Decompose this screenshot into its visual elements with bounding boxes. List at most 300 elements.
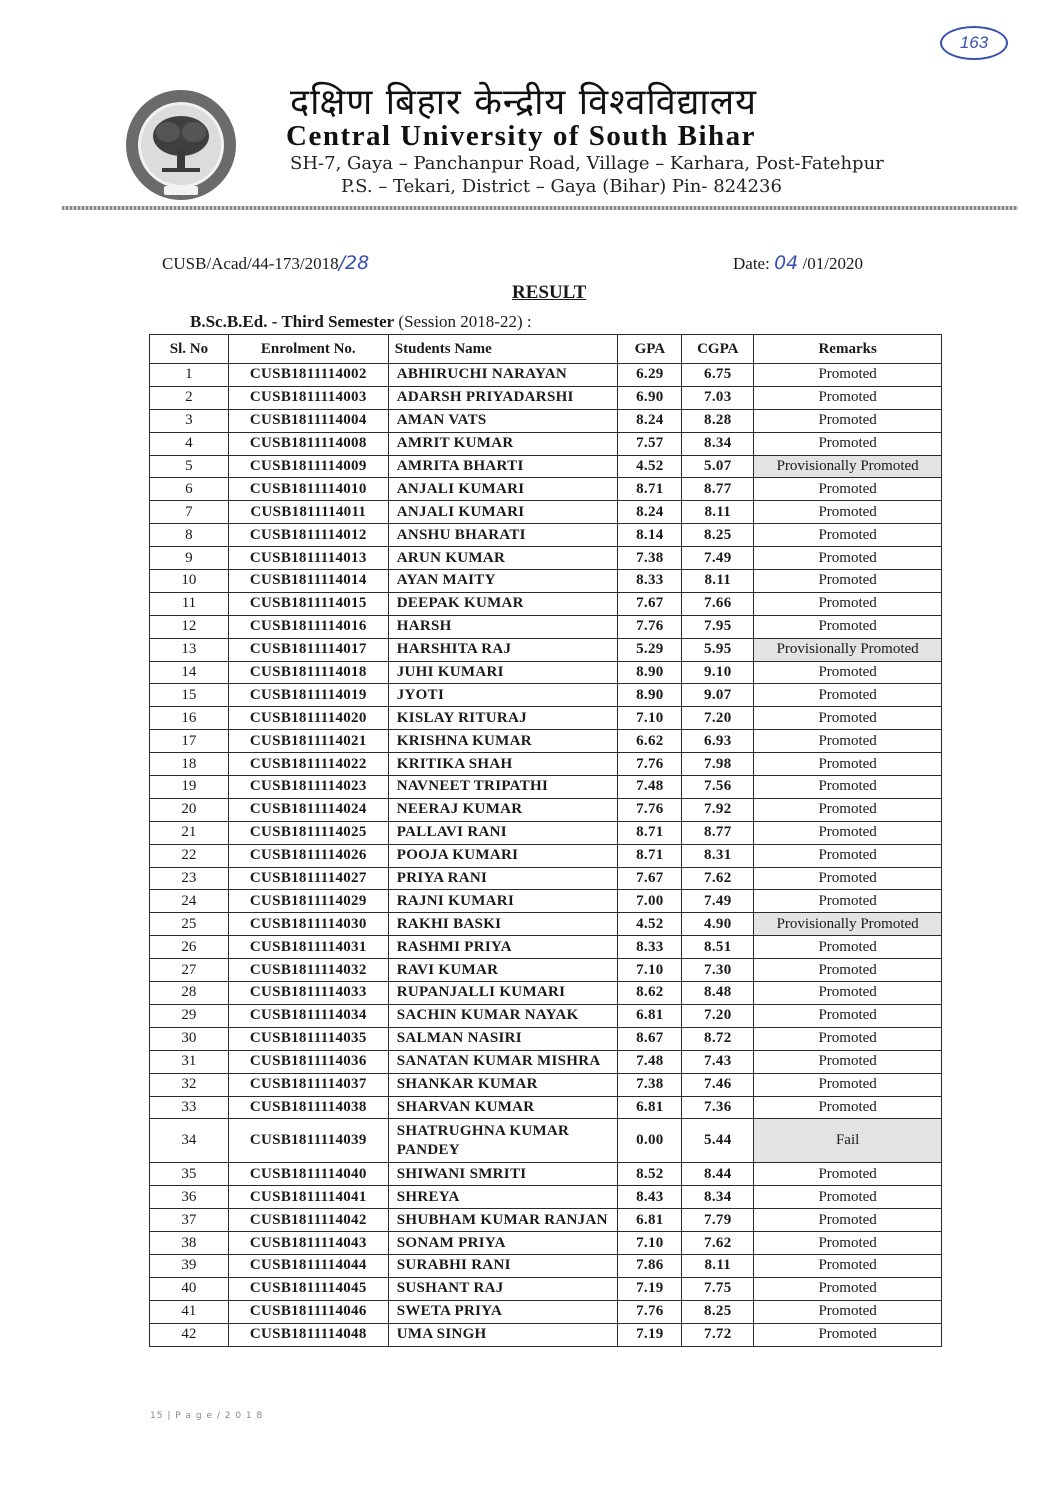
cell-cgpa: 7.62	[682, 867, 754, 890]
cell-sl-no: 42	[150, 1323, 229, 1346]
cell-remarks: Promoted	[754, 890, 942, 913]
table-row	[150, 1050, 942, 1073]
cell-remarks: Promoted	[754, 844, 942, 867]
cell-enrolment-no: CUSB1811114008	[228, 432, 388, 455]
cell-sl-no: 13	[150, 638, 229, 661]
cell-remarks: Promoted	[754, 364, 942, 387]
cell-cgpa: 8.77	[682, 821, 754, 844]
cell-enrolment-no: CUSB1811114002	[228, 364, 388, 387]
cell-cgpa: 8.28	[682, 409, 754, 432]
university-name-english: Central University of South Bihar	[286, 120, 756, 152]
cell-remarks: Promoted	[754, 707, 942, 730]
cell-sl-no: 32	[150, 1073, 229, 1096]
cell-gpa: 7.48	[618, 1050, 682, 1073]
cell-gpa: 6.81	[618, 1096, 682, 1119]
cell-student-name: KRITIKA SHAH	[388, 753, 618, 776]
cell-enrolment-no: CUSB1811114036	[228, 1050, 388, 1073]
cell-gpa: 4.52	[618, 455, 682, 478]
table-row	[150, 432, 942, 455]
cell-enrolment-no: CUSB1811114025	[228, 821, 388, 844]
header-gpa: GPA	[618, 335, 682, 364]
cell-student-name: HARSHITA RAJ	[388, 638, 618, 661]
cell-sl-no: 15	[150, 684, 229, 707]
cell-enrolment-no: CUSB1811114029	[228, 890, 388, 913]
table-row	[150, 707, 942, 730]
cell-enrolment-no: CUSB1811114015	[228, 592, 388, 615]
cell-student-name: RAJNI KUMARI	[388, 890, 618, 913]
cell-remarks: Promoted	[754, 684, 942, 707]
cell-enrolment-no: CUSB1811114012	[228, 524, 388, 547]
cell-cgpa: 8.72	[682, 1027, 754, 1050]
cell-enrolment-no: CUSB1811114034	[228, 1004, 388, 1027]
cell-enrolment-no: CUSB1811114041	[228, 1186, 388, 1209]
cell-enrolment-no: CUSB1811114022	[228, 753, 388, 776]
cell-enrolment-no: CUSB1811114039	[228, 1119, 388, 1163]
cell-cgpa: 8.11	[682, 501, 754, 524]
cell-enrolment-no: CUSB1811114026	[228, 844, 388, 867]
cell-gpa: 7.19	[618, 1277, 682, 1300]
cell-student-name: SHIWANI SMRITI	[388, 1163, 618, 1186]
cell-remarks: Promoted	[754, 1096, 942, 1119]
cell-enrolment-no: CUSB1811114035	[228, 1027, 388, 1050]
cell-cgpa: 7.72	[682, 1323, 754, 1346]
cell-remarks: Promoted	[754, 1300, 942, 1323]
table-row	[150, 684, 942, 707]
cell-enrolment-no: CUSB1811114032	[228, 959, 388, 982]
cell-cgpa: 7.98	[682, 753, 754, 776]
table-row	[150, 455, 942, 478]
cell-cgpa: 7.20	[682, 707, 754, 730]
cell-student-name: AYAN MAITY	[388, 570, 618, 593]
cell-cgpa: 9.10	[682, 661, 754, 684]
cell-cgpa: 8.77	[682, 478, 754, 501]
cell-remarks: Promoted	[754, 1209, 942, 1232]
cell-cgpa: 8.44	[682, 1163, 754, 1186]
cell-remarks: Promoted	[754, 982, 942, 1005]
cell-sl-no: 36	[150, 1186, 229, 1209]
table-row	[150, 1027, 942, 1050]
table-row	[150, 936, 942, 959]
cell-gpa: 0.00	[618, 1119, 682, 1163]
cell-enrolment-no: CUSB1811114021	[228, 730, 388, 753]
address-line-2: P.S. – Tekari, District – Gaya (Bihar) Pin- 824236	[341, 176, 782, 197]
cell-gpa: 8.71	[618, 478, 682, 501]
table-row	[150, 409, 942, 432]
table-row	[150, 386, 942, 409]
cell-student-name: RAKHI BASKI	[388, 913, 618, 936]
cell-student-name: AMAN VATS	[388, 409, 618, 432]
header-enrolment-no: Enrolment No.	[228, 335, 388, 364]
cell-student-name: JUHI KUMARI	[388, 661, 618, 684]
cell-gpa: 6.90	[618, 386, 682, 409]
table-row	[150, 1096, 942, 1119]
cell-gpa: 6.81	[618, 1004, 682, 1027]
cell-student-name: ARUN KUMAR	[388, 547, 618, 570]
cell-student-name: RAVI KUMAR	[388, 959, 618, 982]
cell-cgpa: 4.90	[682, 913, 754, 936]
table-row	[150, 1186, 942, 1209]
cell-student-name: PALLAVI RANI	[388, 821, 618, 844]
cell-remarks: Promoted	[754, 1232, 942, 1255]
cell-gpa: 8.90	[618, 684, 682, 707]
cell-sl-no: 11	[150, 592, 229, 615]
cell-cgpa: 7.46	[682, 1073, 754, 1096]
university-name-hindi: दक्षिण बिहार केन्द्रीय विश्वविद्यालय	[290, 82, 758, 123]
cell-enrolment-no: CUSB1811114024	[228, 798, 388, 821]
header-cgpa: CGPA	[682, 335, 754, 364]
cell-cgpa: 7.49	[682, 890, 754, 913]
cell-gpa: 8.43	[618, 1186, 682, 1209]
cell-remarks: Promoted	[754, 1073, 942, 1096]
cell-gpa: 7.76	[618, 753, 682, 776]
cell-cgpa: 9.07	[682, 684, 754, 707]
cell-enrolment-no: CUSB1811114043	[228, 1232, 388, 1255]
cell-gpa: 8.62	[618, 982, 682, 1005]
document-date	[733, 252, 863, 274]
cell-cgpa: 8.11	[682, 1254, 754, 1277]
cell-remarks: Promoted	[754, 936, 942, 959]
cell-sl-no: 9	[150, 547, 229, 570]
table-row	[150, 776, 942, 799]
table-row	[150, 501, 942, 524]
cell-enrolment-no: CUSB1811114023	[228, 776, 388, 799]
cell-cgpa: 7.75	[682, 1277, 754, 1300]
cell-remarks: Provisionally Promoted	[754, 455, 942, 478]
result-title: RESULT	[512, 282, 587, 303]
cell-sl-no: 5	[150, 455, 229, 478]
cell-gpa: 6.29	[618, 364, 682, 387]
cell-cgpa: 8.25	[682, 1300, 754, 1323]
cell-gpa: 7.19	[618, 1323, 682, 1346]
cell-remarks: Promoted	[754, 1186, 942, 1209]
cell-sl-no: 39	[150, 1254, 229, 1277]
cell-cgpa: 6.93	[682, 730, 754, 753]
cell-gpa: 8.52	[618, 1163, 682, 1186]
header-sl-no: Sl. No	[150, 335, 229, 364]
table-row	[150, 982, 942, 1005]
date-label: Date:	[733, 254, 775, 273]
cell-gpa: 7.00	[618, 890, 682, 913]
cell-remarks: Promoted	[754, 501, 942, 524]
cell-cgpa: 7.20	[682, 1004, 754, 1027]
cell-sl-no: 40	[150, 1277, 229, 1300]
cell-sl-no: 14	[150, 661, 229, 684]
cell-cgpa: 7.66	[682, 592, 754, 615]
cell-sl-no: 26	[150, 936, 229, 959]
table-row	[150, 1119, 942, 1163]
table-row	[150, 913, 942, 936]
cell-gpa: 8.24	[618, 501, 682, 524]
reference-number	[162, 252, 369, 274]
cell-gpa: 4.52	[618, 913, 682, 936]
cell-student-name: ANJALI KUMARI	[388, 501, 618, 524]
table-row	[150, 753, 942, 776]
cell-remarks: Promoted	[754, 570, 942, 593]
cell-remarks: Promoted	[754, 867, 942, 890]
cell-remarks: Promoted	[754, 798, 942, 821]
cell-remarks: Promoted	[754, 592, 942, 615]
cell-remarks: Promoted	[754, 1027, 942, 1050]
cell-sl-no: 10	[150, 570, 229, 593]
cell-gpa: 7.10	[618, 959, 682, 982]
cell-enrolment-no: CUSB1811114037	[228, 1073, 388, 1096]
table-row	[150, 478, 942, 501]
table-row	[150, 890, 942, 913]
cell-gpa: 7.38	[618, 547, 682, 570]
table-row	[150, 1277, 942, 1300]
table-row	[150, 1232, 942, 1255]
cell-enrolment-no: CUSB1811114030	[228, 913, 388, 936]
cell-remarks: Promoted	[754, 1004, 942, 1027]
cell-remarks: Promoted	[754, 730, 942, 753]
table-row	[150, 821, 942, 844]
cell-sl-no: 16	[150, 707, 229, 730]
cell-gpa: 8.24	[618, 409, 682, 432]
cell-cgpa: 7.95	[682, 615, 754, 638]
cell-sl-no: 34	[150, 1119, 229, 1163]
cell-sl-no: 1	[150, 364, 229, 387]
cell-remarks: Promoted	[754, 1323, 942, 1346]
table-row	[150, 1254, 942, 1277]
cell-gpa: 6.81	[618, 1209, 682, 1232]
table-header-row	[150, 335, 942, 364]
cell-gpa: 7.67	[618, 867, 682, 890]
cell-gpa: 7.76	[618, 615, 682, 638]
cell-sl-no: 21	[150, 821, 229, 844]
cell-remarks: Promoted	[754, 615, 942, 638]
cell-cgpa: 8.34	[682, 1186, 754, 1209]
table-row	[150, 730, 942, 753]
cell-gpa: 7.38	[618, 1073, 682, 1096]
cell-sl-no: 27	[150, 959, 229, 982]
cell-student-name: PRIYA RANI	[388, 867, 618, 890]
cell-student-name: SHATRUGHNA KUMAR PANDEY	[388, 1119, 618, 1163]
cell-student-name: ABHIRUCHI NARAYAN	[388, 364, 618, 387]
table-row	[150, 615, 942, 638]
cell-enrolment-no: CUSB1811114017	[228, 638, 388, 661]
cell-sl-no: 23	[150, 867, 229, 890]
cell-enrolment-no: CUSB1811114042	[228, 1209, 388, 1232]
date-rest: /01/2020	[798, 254, 863, 273]
cell-student-name: SONAM PRIYA	[388, 1232, 618, 1255]
cell-gpa: 7.76	[618, 1300, 682, 1323]
cell-enrolment-no: CUSB1811114010	[228, 478, 388, 501]
cell-sl-no: 25	[150, 913, 229, 936]
cell-cgpa: 7.79	[682, 1209, 754, 1232]
cell-gpa: 8.90	[618, 661, 682, 684]
cell-cgpa: 5.44	[682, 1119, 754, 1163]
table-row	[150, 1323, 942, 1346]
cell-sl-no: 12	[150, 615, 229, 638]
cell-student-name: SHUBHAM KUMAR RANJAN	[388, 1209, 618, 1232]
cell-enrolment-no: CUSB1811114003	[228, 386, 388, 409]
cell-enrolment-no: CUSB1811114031	[228, 936, 388, 959]
cell-enrolment-no: CUSB1811114019	[228, 684, 388, 707]
cell-student-name: SHANKAR KUMAR	[388, 1073, 618, 1096]
cell-sl-no: 20	[150, 798, 229, 821]
cell-student-name: HARSH	[388, 615, 618, 638]
university-seal-logo	[124, 88, 238, 202]
cell-sl-no: 37	[150, 1209, 229, 1232]
cell-remarks: Promoted	[754, 432, 942, 455]
cell-enrolment-no: CUSB1811114048	[228, 1323, 388, 1346]
cell-sl-no: 29	[150, 1004, 229, 1027]
table-row	[150, 592, 942, 615]
cell-cgpa: 7.43	[682, 1050, 754, 1073]
cell-cgpa: 7.92	[682, 798, 754, 821]
cell-student-name: SACHIN KUMAR NAYAK	[388, 1004, 618, 1027]
table-row	[150, 1209, 942, 1232]
cell-enrolment-no: CUSB1811114004	[228, 409, 388, 432]
cell-remarks: Promoted	[754, 753, 942, 776]
cell-enrolment-no: CUSB1811114014	[228, 570, 388, 593]
cell-student-name: POOJA KUMARI	[388, 844, 618, 867]
cell-student-name: NEERAJ KUMAR	[388, 798, 618, 821]
cell-gpa: 7.57	[618, 432, 682, 455]
cell-sl-no: 4	[150, 432, 229, 455]
cell-student-name: KISLAY RITURAJ	[388, 707, 618, 730]
cell-sl-no: 33	[150, 1096, 229, 1119]
cell-remarks: Promoted	[754, 661, 942, 684]
cell-gpa: 8.71	[618, 844, 682, 867]
cell-enrolment-no: CUSB1811114040	[228, 1163, 388, 1186]
cell-student-name: JYOTI	[388, 684, 618, 707]
table-row	[150, 638, 942, 661]
cell-sl-no: 8	[150, 524, 229, 547]
cell-cgpa: 7.03	[682, 386, 754, 409]
cell-cgpa: 8.11	[682, 570, 754, 593]
cell-sl-no: 35	[150, 1163, 229, 1186]
cell-cgpa: 5.07	[682, 455, 754, 478]
course-subtitle	[190, 312, 532, 332]
cell-cgpa: 8.31	[682, 844, 754, 867]
cell-gpa: 6.62	[618, 730, 682, 753]
cell-sl-no: 30	[150, 1027, 229, 1050]
cell-sl-no: 19	[150, 776, 229, 799]
cell-sl-no: 17	[150, 730, 229, 753]
cell-sl-no: 28	[150, 982, 229, 1005]
table-row	[150, 1163, 942, 1186]
cell-enrolment-no: CUSB1811114018	[228, 661, 388, 684]
cell-student-name: SALMAN NASIRI	[388, 1027, 618, 1050]
cell-student-name: ADARSH PRIYADARSHI	[388, 386, 618, 409]
cell-remarks: Provisionally Promoted	[754, 638, 942, 661]
cell-enrolment-no: CUSB1811114011	[228, 501, 388, 524]
address-line-1: SH-7, Gaya – Panchanpur Road, Village – Karhara, Post-Fatehpur	[290, 153, 884, 174]
cell-cgpa: 7.56	[682, 776, 754, 799]
cell-student-name: AMRIT KUMAR	[388, 432, 618, 455]
cell-remarks: Promoted	[754, 547, 942, 570]
cell-cgpa: 8.34	[682, 432, 754, 455]
cell-enrolment-no: CUSB1811114009	[228, 455, 388, 478]
cell-student-name: ANSHU BHARATI	[388, 524, 618, 547]
date-day-handwritten: 04	[774, 252, 799, 274]
reference-handwritten: /28	[338, 252, 370, 274]
cell-remarks: Promoted	[754, 821, 942, 844]
cell-sl-no: 22	[150, 844, 229, 867]
session-text: (Session 2018-22) :	[394, 312, 532, 331]
cell-student-name: RASHMI PRIYA	[388, 936, 618, 959]
table-row	[150, 570, 942, 593]
course-name: B.Sc.B.Ed. - Third Semester	[190, 312, 395, 331]
cell-cgpa: 7.36	[682, 1096, 754, 1119]
cell-cgpa: 7.62	[682, 1232, 754, 1255]
cell-cgpa: 8.48	[682, 982, 754, 1005]
cell-sl-no: 18	[150, 753, 229, 776]
cell-gpa: 7.76	[618, 798, 682, 821]
cell-gpa: 7.86	[618, 1254, 682, 1277]
cell-sl-no: 41	[150, 1300, 229, 1323]
cell-cgpa: 8.25	[682, 524, 754, 547]
cell-enrolment-no: CUSB1811114044	[228, 1254, 388, 1277]
header-divider	[62, 206, 1018, 210]
cell-enrolment-no: CUSB1811114033	[228, 982, 388, 1005]
cell-student-name: SHREYA	[388, 1186, 618, 1209]
cell-remarks: Promoted	[754, 524, 942, 547]
cell-sl-no: 6	[150, 478, 229, 501]
cell-remarks: Promoted	[754, 1254, 942, 1277]
cell-remarks: Promoted	[754, 409, 942, 432]
cell-student-name: SANATAN KUMAR MISHRA	[388, 1050, 618, 1073]
table-row	[150, 524, 942, 547]
cell-gpa: 8.14	[618, 524, 682, 547]
cell-gpa: 8.33	[618, 936, 682, 959]
cell-cgpa: 7.49	[682, 547, 754, 570]
cell-student-name: SHARVAN KUMAR	[388, 1096, 618, 1119]
cell-sl-no: 3	[150, 409, 229, 432]
cell-remarks: Promoted	[754, 386, 942, 409]
header-students-name: Students Name	[388, 335, 618, 364]
cell-cgpa: 8.51	[682, 936, 754, 959]
cell-sl-no: 31	[150, 1050, 229, 1073]
table-row	[150, 959, 942, 982]
cell-student-name: RUPANJALLI KUMARI	[388, 982, 618, 1005]
cell-student-name: SWETA PRIYA	[388, 1300, 618, 1323]
table-row	[150, 364, 942, 387]
cell-remarks: Promoted	[754, 776, 942, 799]
cell-sl-no: 2	[150, 386, 229, 409]
cell-student-name: AMRITA BHARTI	[388, 455, 618, 478]
cell-cgpa: 5.95	[682, 638, 754, 661]
cell-enrolment-no: CUSB1811114027	[228, 867, 388, 890]
cell-enrolment-no: CUSB1811114013	[228, 547, 388, 570]
page-footer: 15 | P a g e / 2 0 1 8	[150, 1411, 264, 1421]
cell-student-name: SUSHANT RAJ	[388, 1277, 618, 1300]
cell-student-name: SURABHI RANI	[388, 1254, 618, 1277]
table-row	[150, 1300, 942, 1323]
table-row	[150, 844, 942, 867]
cell-sl-no: 24	[150, 890, 229, 913]
cell-remarks: Promoted	[754, 1050, 942, 1073]
cell-gpa: 8.33	[618, 570, 682, 593]
cell-gpa: 8.71	[618, 821, 682, 844]
cell-remarks: Promoted	[754, 1163, 942, 1186]
cell-cgpa: 6.75	[682, 364, 754, 387]
cell-student-name: DEEPAK KUMAR	[388, 592, 618, 615]
table-row	[150, 1004, 942, 1027]
table-row	[150, 1073, 942, 1096]
cell-enrolment-no: CUSB1811114046	[228, 1300, 388, 1323]
cell-student-name: UMA SINGH	[388, 1323, 618, 1346]
cell-remarks: Promoted	[754, 1277, 942, 1300]
cell-cgpa: 7.30	[682, 959, 754, 982]
reference-prefix: CUSB/Acad/44-173/2018	[162, 254, 339, 273]
cell-sl-no: 7	[150, 501, 229, 524]
table-row	[150, 798, 942, 821]
cell-remarks: Promoted	[754, 959, 942, 982]
table-row	[150, 661, 942, 684]
cell-gpa: 7.10	[618, 1232, 682, 1255]
